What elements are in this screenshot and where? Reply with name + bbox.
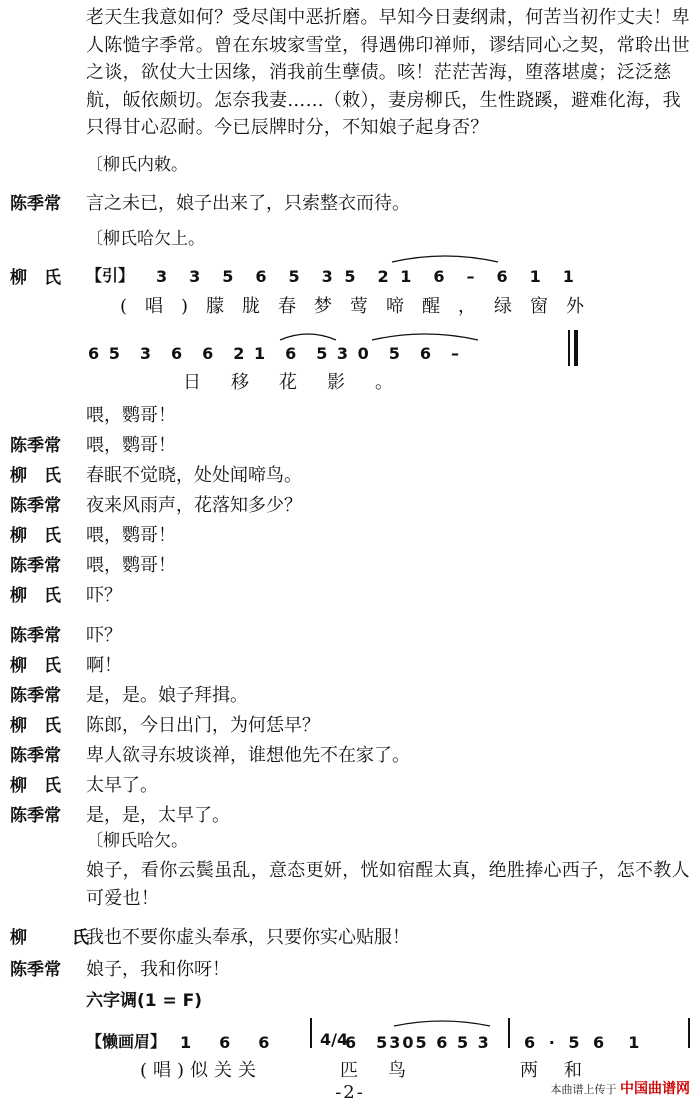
- time-signature: 4/4: [320, 1030, 349, 1049]
- lyrics: 两 和: [520, 1060, 586, 1081]
- barline-icon: [688, 1018, 690, 1048]
- dialogue-text: 啊！: [86, 655, 122, 676]
- key-signature: 六字调(1 = F): [86, 991, 203, 1011]
- dialogue-text: 夜来风雨声，花落知多少？: [86, 495, 302, 516]
- speaker: 陈季常: [10, 626, 61, 646]
- watermark-text: 本曲谱上传于: [550, 1083, 617, 1096]
- dialogue-line: [0, 621, 700, 651]
- dialogue-line: [0, 461, 700, 491]
- dialogue-line: [0, 711, 700, 741]
- speaker: 柳 氏: [10, 586, 61, 606]
- dialogue-text: 言之未已，娘子出来了，只索整衣而待。: [86, 193, 410, 214]
- lyrics: 日移花影。: [183, 372, 423, 393]
- watermark-site: 中国曲谱网: [620, 1081, 690, 1097]
- dialogue-text: 是，是。娘子拜揖。: [86, 685, 248, 706]
- dialogue-line: [0, 771, 700, 801]
- speaker: 柳 氏: [10, 716, 61, 736]
- slur-icon: [390, 252, 500, 264]
- lyrics: (唱)似关关: [140, 1060, 263, 1081]
- dialogue-text: 喂，鹦哥！: [86, 405, 176, 426]
- speaker: 陈季常: [10, 436, 61, 456]
- dialogue-line: [0, 651, 700, 681]
- jianpu-notes: 1 6 6: [180, 1033, 276, 1052]
- barline-icon: [568, 330, 570, 366]
- dialogue-text: 吓？: [86, 625, 122, 646]
- tune-label: 【懒画眉】: [86, 1032, 167, 1051]
- dialogue-paragraph: 娘子，看你云鬓虽乱，意态更妍，恍如宿酲太真，绝胜捧心西子，怎不教人可爱也！: [86, 860, 690, 909]
- speaker: 柳 氏: [10, 268, 61, 288]
- speaker: 柳 氏: [10, 526, 61, 546]
- barline-icon: [508, 1018, 510, 1048]
- speaker: 柳 氏: [10, 928, 103, 948]
- jianpu-notes: 6 · 5 6 1: [524, 1033, 644, 1052]
- slur-icon: [370, 330, 480, 342]
- dialogue-text: 喂，鹦哥！: [86, 435, 176, 456]
- dialogue-text: 陈郎，今日出门，为何恁早？: [86, 715, 320, 736]
- speaker: 陈季常: [10, 960, 61, 980]
- speaker: 陈季常: [10, 746, 61, 766]
- dialogue-line: [0, 551, 700, 581]
- lyrics: (唱)朦胧春梦莺啼醒，绿窗外: [120, 296, 603, 317]
- dialogue-text: 是，是，太早了。: [86, 805, 230, 826]
- dialogue-line: [0, 491, 700, 521]
- dialogue-text: 喂，鹦哥！: [86, 555, 176, 576]
- dialogue-text: 太早了。: [86, 775, 158, 796]
- intro-paragraph: 老天生我意如何？受尽闺中恶折磨。早知今日妻纲肃，何苦当初作丈夫！卑人陈慥字季常。曾在东坡家雪堂，得遇佛印禅师，谬结同心之契，常聆出世之谈，欲仗大士因缘，消我前生孽债。咳！茫茫苦海，堕落堪虞；泛泛慈航，皈依颇切。怎奈我妻……（敕），妻房柳氏，生性跷蹊，避难化海，我只得甘心忍耐。今已辰牌时分，不知娘子起身否？: [86, 7, 690, 138]
- barline-icon: [310, 1018, 312, 1048]
- dialogue-text: 喂，鹦哥！: [86, 525, 176, 546]
- stage-direction: 〔柳氏哈欠上。: [86, 229, 205, 249]
- dialogue-text: 我也不要你虚头奉承，只要你实心贴服！: [86, 927, 410, 948]
- speaker: 陈季常: [10, 686, 61, 706]
- dialogue-text: 卑人欲寻东坡谈禅，谁想他先不在家了。: [86, 745, 410, 766]
- speaker: 柳 氏: [10, 466, 61, 486]
- jianpu-notes: 6 5305 6 5 3: [345, 1033, 491, 1052]
- stage-direction: 〔柳氏哈欠。: [86, 831, 188, 851]
- dialogue-text: 吓？: [86, 585, 122, 606]
- dialogue-line: [0, 681, 700, 711]
- dialogue-line: [0, 521, 700, 551]
- speaker: 陈季常: [10, 806, 61, 826]
- slur-icon: [392, 1018, 492, 1028]
- watermark: [551, 1078, 691, 1098]
- dialogue-text: 春眠不觉晓，处处闻啼鸟。: [86, 465, 302, 486]
- dialogue-line: [0, 923, 700, 953]
- dialogue-line: [0, 431, 700, 461]
- jianpu-notes: 3 3 5 6 5 3 5 2 1 6 – 6 1 1: [156, 267, 577, 286]
- dialogue-text: 娘子，我和你呀！: [86, 959, 230, 980]
- slur-icon: [278, 330, 338, 342]
- dialogue-line: [0, 741, 700, 771]
- dialogue-line: [0, 189, 700, 219]
- stage-direction: 〔柳氏内敕。: [86, 155, 188, 175]
- final-barline-icon: [574, 330, 578, 366]
- dialogue-line: [0, 955, 700, 985]
- page-number: -2-: [335, 1082, 365, 1103]
- speaker: 陈季常: [10, 194, 61, 214]
- speaker: 柳 氏: [10, 776, 61, 796]
- dialogue-line: [0, 581, 700, 611]
- speaker: 陈季常: [10, 556, 61, 576]
- speaker: 陈季常: [10, 496, 61, 516]
- speaker: 柳 氏: [10, 656, 61, 676]
- tune-label: 【引】: [86, 266, 135, 285]
- jianpu-notes: 6 5 3 6 6 2 1 6 5 3 0 5 6 –: [88, 344, 462, 363]
- lyrics: 匹鸟: [340, 1060, 436, 1081]
